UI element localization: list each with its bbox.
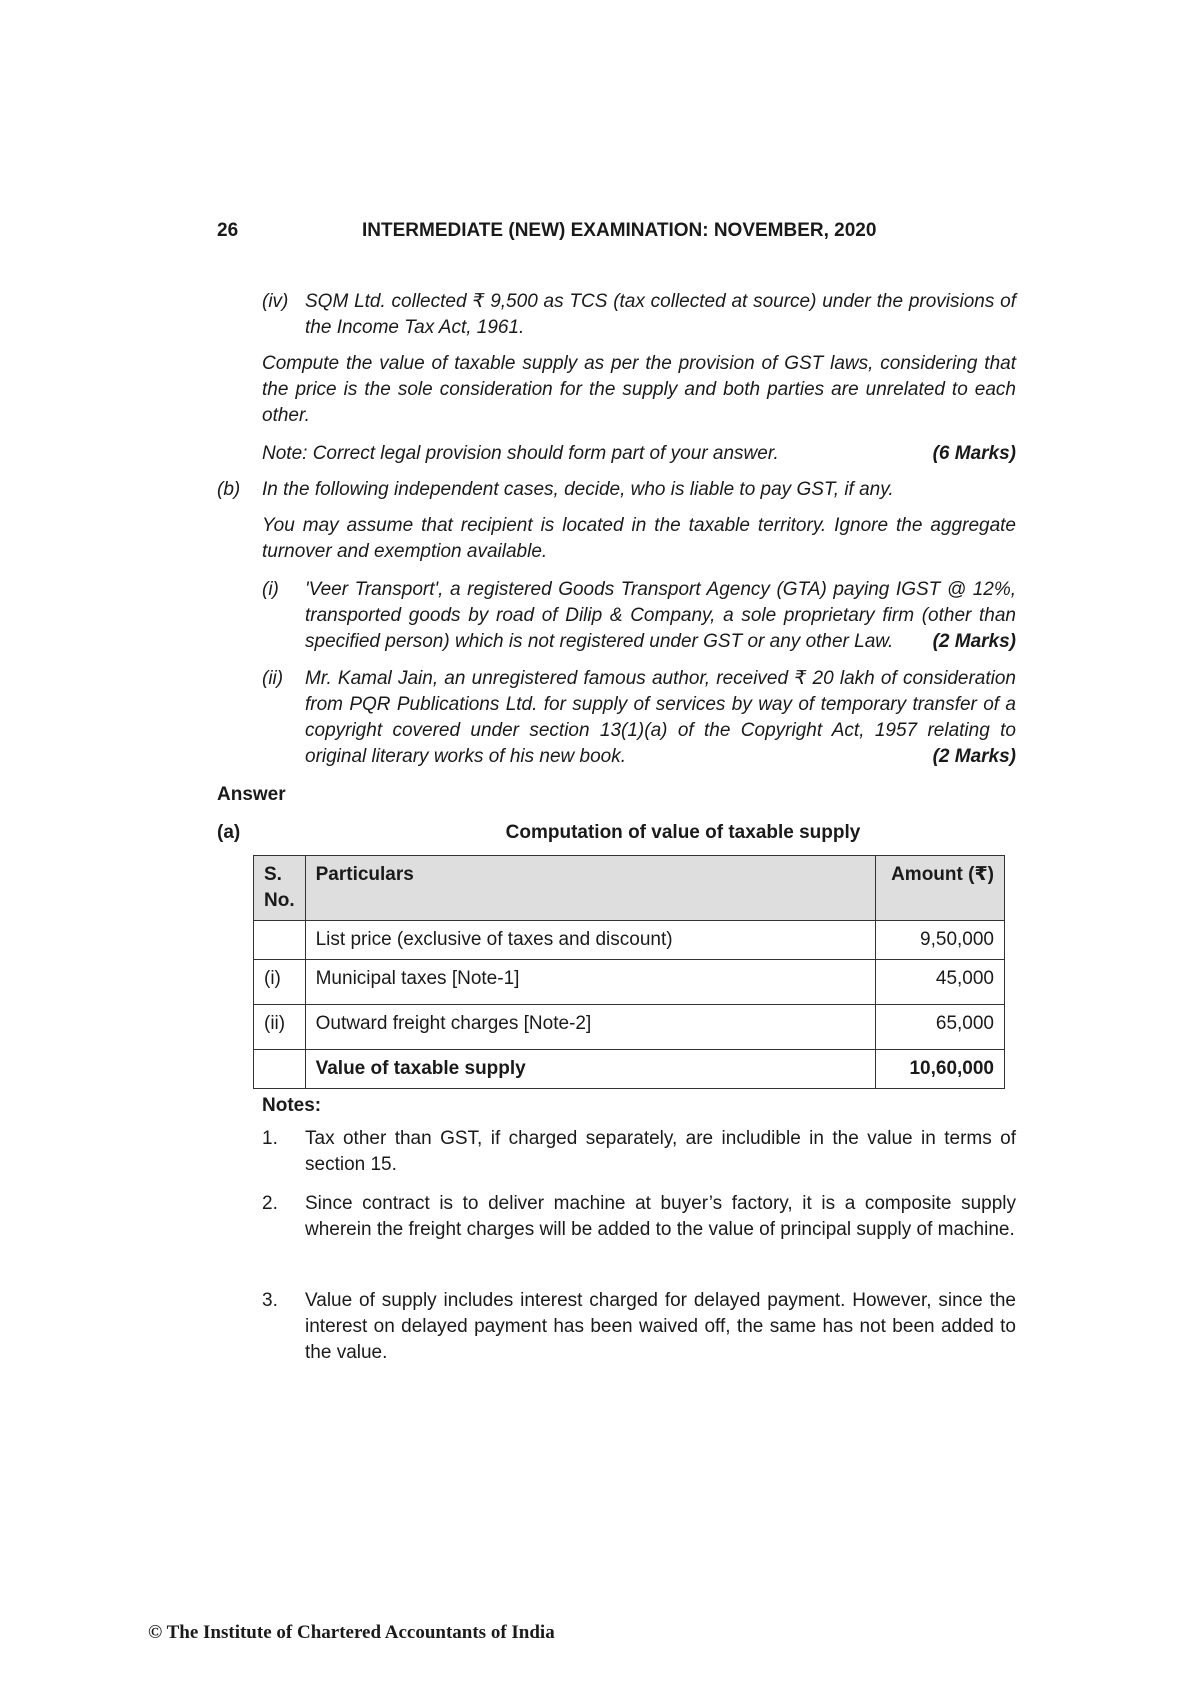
question-b-label: (b) xyxy=(217,479,241,500)
answer-part-label: (a) xyxy=(217,822,241,843)
note-text: Tax other than GST, if charged separately, are includible in the value in terms of section 15. xyxy=(305,1128,1016,1175)
table-total-row xyxy=(254,1050,1005,1089)
note-number: 2. xyxy=(262,1193,278,1214)
table-row xyxy=(254,921,1005,960)
cell-sno xyxy=(254,921,306,960)
note-text: Value of supply includes interest charged for delayed payment. However, since the interest on delayed payment has been waived off, the same has not been added to the value. xyxy=(305,1290,1016,1363)
note-number: 1. xyxy=(262,1128,278,1149)
instruction-text: Compute the value of taxable supply as per the provision of GST laws, considering that the price is the sole consideration for the supply and both parties are unrelated to each other. xyxy=(262,353,1016,426)
note-text: Since contract is to deliver machine at buyer’s factory, it is a composite supply wherein the freight charges will be added to the value of principal supply of machine. xyxy=(305,1193,1016,1240)
table-title: Computation of value of taxable supply xyxy=(505,822,861,843)
cell-particulars: Outward freight charges [Note-2] xyxy=(305,1005,875,1050)
question-b-assumption: You may assume that recipient is located in the taxable territory. Ignore the aggregate turnover and exemption available. xyxy=(262,515,1016,562)
cell-amount-total: 10,60,000 xyxy=(876,1050,1005,1089)
notes-heading: Notes: xyxy=(262,1095,322,1116)
cell-sno: (ii) xyxy=(254,1005,306,1050)
table-row xyxy=(254,960,1005,1005)
computation-table xyxy=(253,855,1005,1089)
question-b-intro: In the following independent cases, decide, who is liable to pay GST, if any. xyxy=(262,479,894,500)
note-text: Note: Correct legal provision should form part of your answer. xyxy=(262,443,779,464)
table-header-row xyxy=(254,856,1005,921)
cell-amount: 65,000 xyxy=(876,1005,1005,1050)
table-row xyxy=(254,1005,1005,1050)
case-label: (i) xyxy=(262,579,279,600)
cell-sno: (i) xyxy=(254,960,306,1005)
page-title: INTERMEDIATE (NEW) EXAMINATION: NOVEMBER, 2020 xyxy=(362,220,877,241)
note-line xyxy=(262,441,1016,467)
case-text xyxy=(305,666,1016,770)
cell-amount: 45,000 xyxy=(876,960,1005,1005)
column-header-particulars: Particulars xyxy=(305,856,875,921)
case-i-text: 'Veer Transport', a registered Goods Transport Agency (GTA) paying IGST @ 12%, transported goods by road of Dilip & Company, a sole proprietary firm (other than specified person) which is not registered under GST or any other Law. xyxy=(305,579,1016,652)
cell-particulars: List price (exclusive of taxes and discount) xyxy=(305,921,875,960)
cell-particulars: Municipal taxes [Note-1] xyxy=(305,960,875,1005)
note-number: 3. xyxy=(262,1290,278,1311)
cell-sno xyxy=(254,1050,306,1089)
item-iv-text: SQM Ltd. collected ₹ 9,500 as TCS (tax collected at source) under the provisions of the Income Tax Act, 1961. xyxy=(305,291,1016,338)
answer-heading: Answer xyxy=(217,784,286,805)
cell-particulars-total: Value of taxable supply xyxy=(305,1050,875,1089)
item-iv-label: (iv) xyxy=(262,291,289,312)
footer-copyright: © The Institute of Chartered Accountants of India xyxy=(148,1622,555,1643)
case-label: (ii) xyxy=(262,668,284,689)
cell-amount: 9,50,000 xyxy=(876,921,1005,960)
case-ii-marks: (2 Marks) xyxy=(932,746,1016,767)
case-i-marks: (2 Marks) xyxy=(932,631,1016,652)
column-header-amount: Amount (₹) xyxy=(876,856,1005,921)
marks-a: (6 Marks) xyxy=(932,443,1016,464)
column-header-sno: S. No. xyxy=(254,856,306,921)
page-number: 26 xyxy=(217,220,239,241)
case-ii-text: Mr. Kamal Jain, an unregistered famous author, received ₹ 20 lakh of consideration from PQR Publications Ltd. for supply of services by way of temporary transfer of a copyright covered under section 13(1)(a) of the Copyright Act, 1957 relating to original literary works of his new book. xyxy=(305,668,1016,767)
case-text xyxy=(305,577,1016,655)
